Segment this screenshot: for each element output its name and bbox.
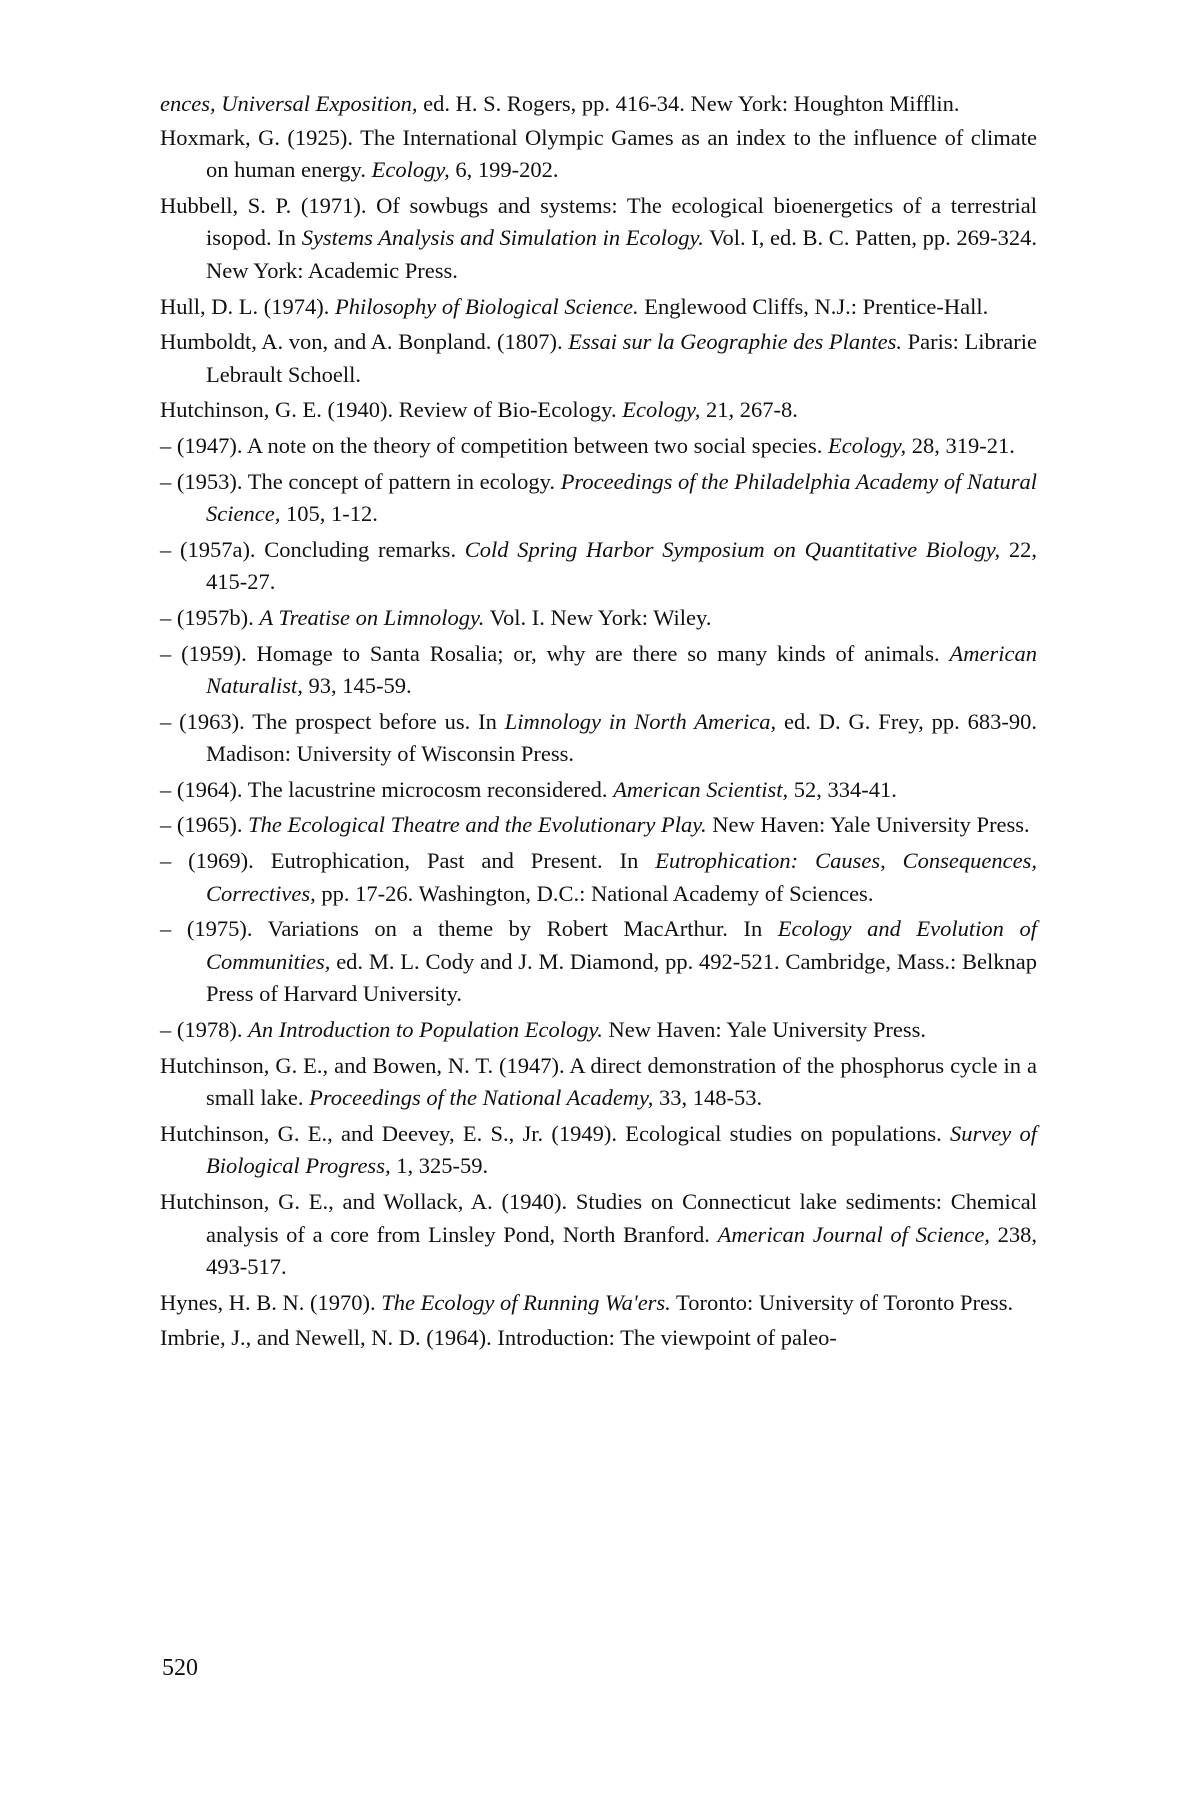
reference-text: – (1957a). Concluding remarks. [160, 536, 465, 562]
reference-text: Humboldt, A. von, and A. Bonpland. (1807). [160, 329, 569, 355]
reference-text: 22, 415-27. [206, 536, 1037, 595]
reference-text: 33, 148-53. [653, 1085, 763, 1111]
reference-entry [160, 1322, 1037, 1355]
reference-text: Imbrie, J., and Newell, N. D. (1964). Introduction: The viewpoint of paleo- [160, 1325, 837, 1351]
reference-text: 52, 334-41. [788, 776, 897, 802]
reference-entry [160, 534, 1037, 599]
reference-title-italic: Philosophy of Biological Science. [334, 293, 639, 319]
reference-title-italic: Ecology, [827, 432, 907, 458]
reference-entry [160, 1050, 1037, 1115]
reference-entry [160, 326, 1037, 391]
reference-title-italic: Essai sur la Geographie des Plantes. [568, 329, 903, 355]
reference-text: – (1964). The lacustrine microcosm reconsidered. [160, 776, 614, 802]
reference-list [160, 88, 1037, 1358]
reference-title-italic: Eutrophication: Causes, Consequences, Correctives, [206, 848, 1037, 906]
reference-title-italic: American Journal of Science, [717, 1221, 990, 1247]
reference-text: – (1963). The prospect before us. In [160, 708, 505, 734]
reference-entry [160, 291, 1037, 324]
reference-text: 21, 267-8. [700, 397, 798, 423]
reference-title-italic: Ecology, [371, 157, 450, 183]
reference-entry [160, 1287, 1037, 1320]
reference-entry-continued [160, 88, 1037, 121]
reference-entry [160, 122, 1037, 187]
reference-entry [160, 466, 1037, 531]
reference-text: Hoxmark, G. (1925). The International Olympic Games as an index to the influence of climate on human energy. [160, 124, 1037, 183]
reference-text: Paris: Librarie Lebrault Schoell. [206, 329, 1037, 387]
reference-entry [160, 190, 1037, 288]
reference-text: 105, 1-12. [280, 501, 378, 527]
reference-title-italic: Survey of Biological Progress, [206, 1120, 1037, 1179]
reference-entry [160, 845, 1037, 910]
reference-entry [160, 602, 1037, 635]
reference-title-italic: ences, Universal Exposition, [160, 91, 418, 116]
reference-title-italic: A Treatise on Limnology. [259, 604, 485, 630]
reference-text: Hubbell, S. P. (1971). Of sowbugs and systems: The ecological bioenergetics of a terrestrial isopod. In [160, 192, 1037, 251]
reference-text: Englewood Cliffs, N.J.: Prentice-Hall. [638, 293, 989, 319]
reference-title-italic: Proceedings of the National Academy, [309, 1085, 654, 1111]
reference-title-italic: Limnology in North America, [504, 708, 777, 734]
reference-text: Vol. I, ed. B. C. Patten, pp. 269-324. New York: Academic Press. [206, 225, 1038, 283]
reference-text: Hutchinson, G. E., and Bowen, N. T. (1947). A direct demonstration of the phosphorus cycle in a small lake. [160, 1052, 1037, 1111]
reference-title-italic: Cold Spring Harbor Symposium on Quantitative Biology, [464, 536, 1001, 562]
reference-text: Hutchinson, G. E. (1940). Review of Bio-Ecology. [160, 397, 623, 423]
reference-title-italic: American Naturalist, [206, 640, 1037, 699]
reference-text: ed. D. G. Frey, pp. 683-90. Madison: University of Wisconsin Press. [206, 708, 1037, 767]
reference-text: Hutchinson, G. E., and Deevey, E. S., Jr. (1949). Ecological studies on populations. [160, 1120, 951, 1146]
reference-text: 93, 145-59. [302, 673, 412, 699]
reference-text: 1, 325-59. [390, 1153, 489, 1179]
reference-text: Hynes, H. B. N. (1970). [160, 1289, 382, 1315]
reference-text: Hull, D. L. (1974). [160, 293, 335, 319]
reference-title-italic: American Scientist, [613, 776, 789, 802]
reference-text: New Haven: Yale University Press. [706, 812, 1030, 838]
reference-text: ed. M. L. Cody and J. M. Diamond, pp. 492-521. Cambridge, Mass.: Belknap Press of Harvard University. [206, 948, 1037, 1007]
reference-text: Toronto: University of Toronto Press. [670, 1289, 1014, 1315]
reference-entry [160, 394, 1037, 427]
reference-text: ed. H. S. Rogers, pp. 416-34. New York: Houghton Mifflin. [417, 91, 960, 116]
reference-text: – (1953). The concept of pattern in ecology. [160, 468, 561, 494]
reference-text: – (1965). [160, 812, 249, 838]
reference-text: – (1969). Eutrophication, Past and Present. In [160, 848, 656, 874]
reference-entry [160, 809, 1037, 842]
reference-title-italic: The Ecological Theatre and the Evolutionary Play. [248, 812, 707, 838]
reference-title-italic: Ecology, [622, 397, 701, 423]
reference-entry [160, 638, 1037, 703]
reference-text: 238, 493-517. [206, 1221, 1037, 1280]
page-number: 520 [162, 1655, 198, 1681]
reference-text: 6, 199-202. [449, 157, 559, 183]
reference-entry [160, 913, 1037, 1011]
reference-entry [160, 1186, 1037, 1284]
reference-text: – (1978). [160, 1017, 249, 1043]
reference-text: – (1975). Variations on a theme by Robert MacArthur. In [160, 916, 778, 942]
reference-title-italic: Ecology and Evolution of Communities, [206, 916, 1037, 974]
reference-text: pp. 17-26. Washington, D.C.: National Academy of Sciences. [315, 880, 874, 906]
reference-text: Vol. I. New York: Wiley. [484, 604, 712, 630]
reference-title-italic: Proceedings of the Philadelphia Academy of Natural Science, [206, 468, 1037, 527]
reference-text: – (1959). Homage to Santa Rosalia; or, why are there so many kinds of animals. [160, 640, 950, 666]
reference-entry [160, 430, 1037, 463]
reference-entry [160, 1014, 1037, 1047]
reference-entry [160, 1118, 1037, 1183]
reference-text: New Haven: Yale University Press. [602, 1017, 926, 1043]
reference-text: 28, 319-21. [906, 432, 1015, 458]
reference-title-italic: The Ecology of Running Wa'ers. [381, 1289, 671, 1315]
reference-text: – (1947). A note on the theory of competition between two social species. [160, 432, 828, 458]
reference-entry [160, 774, 1037, 807]
reference-text: – (1957b). [160, 604, 260, 630]
reference-entry [160, 706, 1037, 771]
reference-text: Hutchinson, G. E., and Wollack, A. (1940). Studies on Connecticut lake sediments: Chemical analysis of a core from Linsley Pond, North Branford. [160, 1189, 1037, 1247]
reference-title-italic: An Introduction to Population Ecology. [248, 1017, 603, 1043]
reference-title-italic: Systems Analysis and Simulation in Ecology. [301, 225, 704, 251]
